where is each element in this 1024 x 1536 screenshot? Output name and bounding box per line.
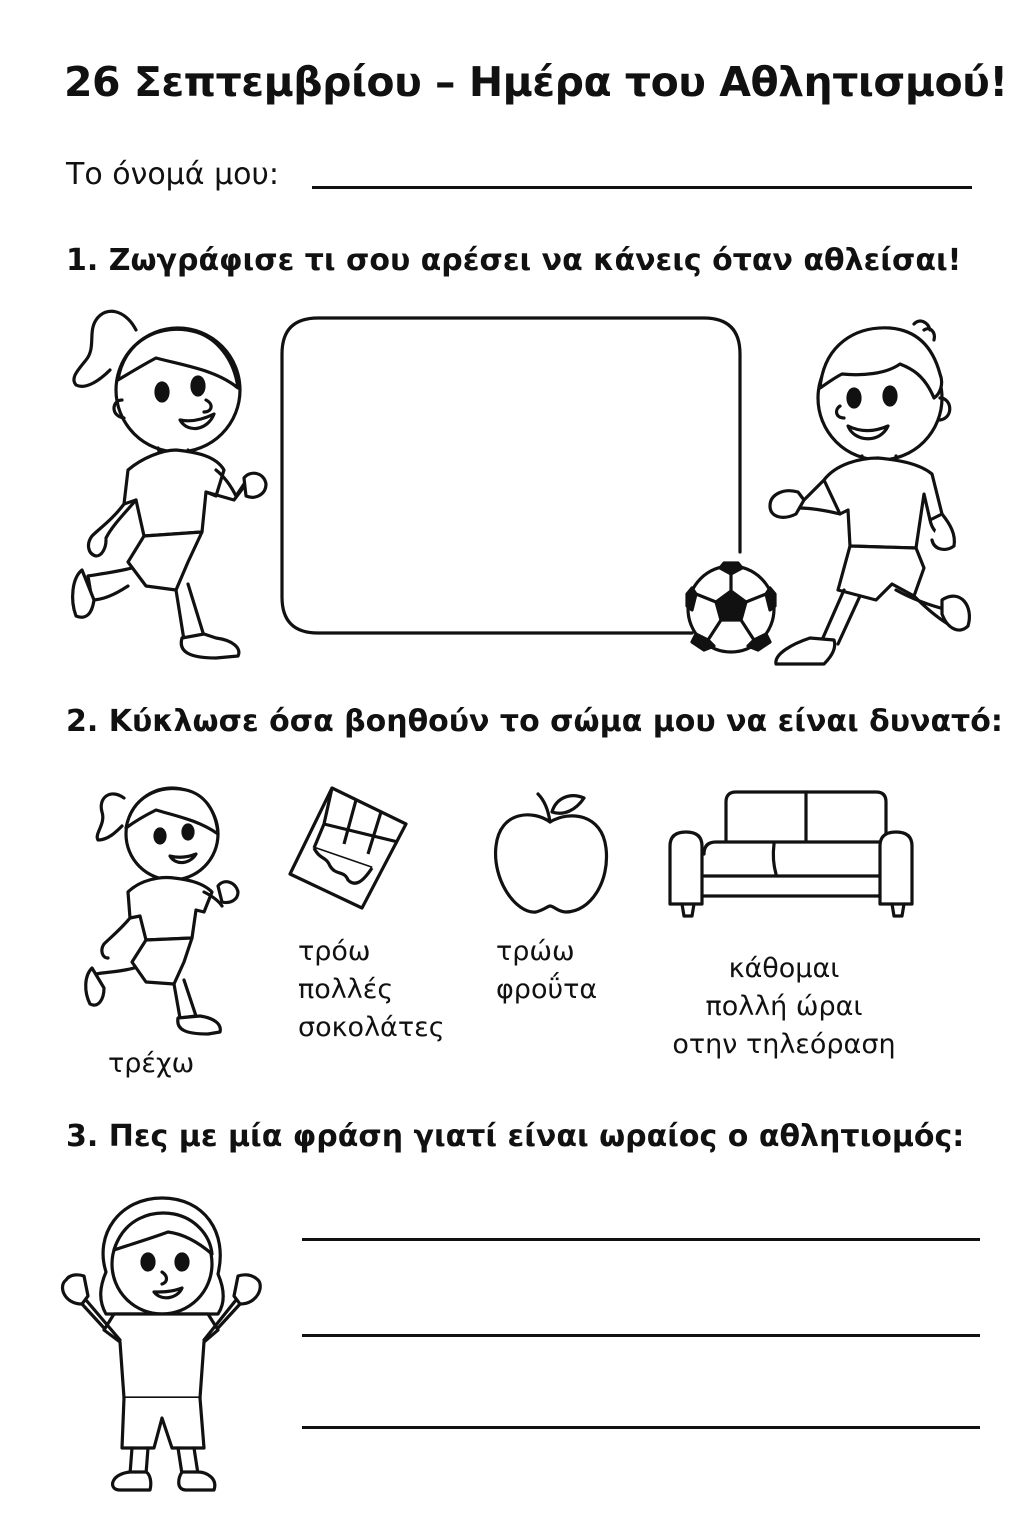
name-writing-line[interactable] [312, 186, 972, 189]
apple-icon[interactable] [490, 790, 612, 918]
name-label: Το όνομά μου: [66, 157, 279, 192]
answer-line-1[interactable] [302, 1238, 980, 1241]
worksheet-title: 26 Σεπτεμβρίου – Ημέρα του Αθλητισμού! [64, 58, 1008, 106]
option-fruit-label: τρώω φροΰτα [496, 936, 598, 1005]
sofa-icon[interactable] [664, 788, 918, 920]
option-sofa-label: κάθομαι πολλή ώραι οτην τηλεόραση [672, 953, 896, 1060]
drawing-box[interactable] [278, 314, 744, 638]
question-2: 2. Κύκλωσε όσα βοηθούν το σώμα μου να είναι δυνατό: [66, 704, 1003, 739]
option-chocolate-label: τρόω πολλές σοκολάτες [298, 936, 445, 1043]
running-girl-icon[interactable] [80, 768, 240, 1038]
option-run-label: τρέχω [108, 1048, 195, 1079]
cheering-girl-icon [58, 1192, 264, 1492]
chocolate-bar-icon[interactable] [286, 784, 412, 912]
question-3: 3. Πες με μία φράση γιατί είναι ωραίος ο αθλητιομός: [66, 1119, 965, 1154]
answer-line-2[interactable] [302, 1334, 980, 1337]
soccer-ball-icon [686, 564, 776, 654]
question-1: 1. Ζωγράφισε τι σου αρέσει να κάνεις όταν αθλείσαι! [66, 243, 962, 278]
running-boy-icon [764, 314, 974, 668]
answer-line-3[interactable] [302, 1426, 980, 1429]
running-girl-icon [66, 300, 266, 672]
